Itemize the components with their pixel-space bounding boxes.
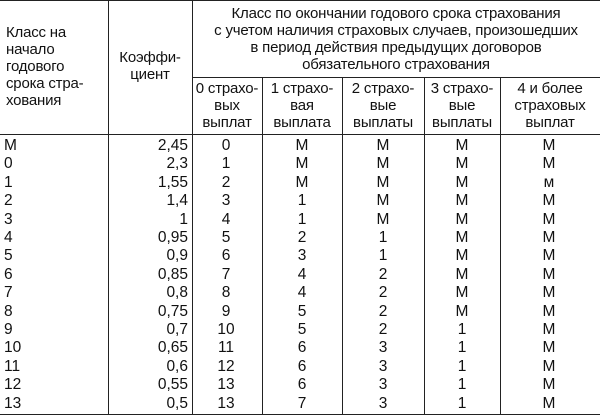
cell-class-4plus-claims: М: [542, 265, 556, 283]
cell-class-0-claims: 7: [221, 265, 231, 283]
table-row: [0, 359, 600, 375]
cell-class-3-claims: 1: [457, 357, 467, 375]
cell-class-4plus-claims: М: [542, 155, 556, 173]
cell-start-class: 10: [4, 339, 22, 357]
cell-coefficient: 0,75: [157, 302, 188, 320]
rule-header-bottom: [0, 134, 600, 135]
cell-coefficient: 0,6: [166, 357, 188, 375]
cell-class-1-claim: М: [295, 173, 309, 191]
cell-class-1-claim: 5: [297, 302, 307, 320]
cell-class-2-claims: 3: [378, 376, 388, 394]
cell-class-1-claim: 4: [297, 284, 307, 302]
subheader-1-claim: 1 страхо- вая выплата: [270, 79, 334, 131]
cell-class-1-claim: 6: [297, 376, 307, 394]
rule-group-bottom: [192, 77, 600, 78]
cell-coefficient: 2,3: [166, 155, 188, 173]
cell-class-4plus-claims: М: [542, 321, 556, 338]
subheader-0-claims: 0 страхо- вых выплат: [195, 79, 259, 131]
cell-class-1-claim: 2: [297, 229, 307, 246]
table-row: [0, 285, 600, 301]
cell-coefficient: 0,95: [157, 229, 188, 246]
cell-class-3-claims: М: [455, 137, 469, 154]
cell-class-1-claim: 5: [297, 321, 307, 338]
cell-class-1-claim: 6: [297, 339, 307, 357]
cell-class-1-claim: 7: [297, 394, 307, 412]
cell-class-1-claim: М: [295, 155, 309, 173]
cell-class-4plus-claims: М: [542, 192, 556, 210]
cell-coefficient: 0,7: [166, 321, 188, 338]
cell-class-2-claims: 2: [378, 321, 388, 338]
cell-start-class: 1: [4, 173, 13, 191]
cell-class-4plus-claims: М: [542, 137, 556, 154]
table-row: [0, 377, 600, 393]
table-row: [0, 304, 600, 320]
cell-class-4plus-claims: м: [543, 173, 555, 191]
cell-start-class: 11: [4, 357, 21, 375]
cell-class-3-claims: М: [455, 247, 469, 265]
table-row: [0, 340, 600, 356]
cell-class-2-claims: М: [376, 155, 390, 173]
cell-class-2-claims: 3: [378, 357, 388, 375]
cell-class-3-claims: М: [455, 284, 469, 302]
cell-class-3-claims: М: [455, 173, 469, 191]
cell-class-3-claims: 1: [457, 394, 467, 412]
cell-class-2-claims: 3: [378, 339, 388, 357]
cell-start-class: 13: [4, 394, 22, 412]
cell-class-0-claims: 4: [221, 210, 231, 228]
header-end-class-group: Класс по окончании годового срока страхования с учетом наличия страховых случаев, произошедших в период действия предыдущих договоров обязательного страхования: [214, 5, 578, 73]
cell-class-0-claims: 8: [221, 284, 231, 302]
cell-class-4plus-claims: М: [542, 229, 556, 246]
cell-class-1-claim: 1: [297, 192, 307, 210]
cell-class-2-claims: 2: [378, 302, 388, 320]
cell-class-3-claims: М: [455, 302, 469, 320]
cell-class-0-claims: 9: [221, 302, 231, 320]
table-row: [0, 212, 600, 228]
cell-class-2-claims: М: [376, 192, 390, 210]
cell-start-class: 8: [4, 302, 13, 320]
cell-coefficient: 0,85: [157, 265, 188, 283]
table-row: [0, 193, 600, 209]
cell-class-1-claim: 3: [297, 247, 307, 265]
cell-class-0-claims: 2: [221, 173, 231, 191]
cell-coefficient: 1,55: [157, 173, 188, 191]
cell-class-4plus-claims: М: [542, 284, 556, 302]
cell-class-3-claims: М: [455, 210, 469, 228]
cell-class-1-claim: 1: [297, 210, 307, 228]
cell-class-0-claims: 5: [221, 229, 231, 246]
cell-class-2-claims: 2: [378, 265, 388, 283]
cell-class-0-claims: 1: [221, 155, 231, 173]
cell-class-3-claims: 1: [457, 339, 467, 357]
table-row: [0, 156, 600, 172]
cell-start-class: 12: [4, 376, 22, 394]
cell-coefficient: 1: [179, 210, 188, 228]
table-row: [0, 175, 600, 191]
cell-start-class: 6: [4, 265, 13, 283]
cell-coefficient: 0,5: [166, 394, 188, 412]
cell-class-2-claims: М: [376, 210, 390, 228]
cell-class-0-claims: 6: [221, 247, 231, 265]
cell-class-3-claims: М: [455, 229, 469, 246]
cell-class-4plus-claims: М: [542, 357, 556, 375]
table-row: [0, 396, 600, 412]
cell-start-class: М: [4, 137, 17, 154]
table-row: [0, 138, 600, 154]
cell-coefficient: 0,55: [157, 376, 188, 394]
table-row: [0, 267, 600, 283]
table-row: [0, 322, 600, 338]
cell-coefficient: 1,4: [166, 192, 188, 210]
table-row: [0, 230, 600, 246]
cell-class-2-claims: 1: [378, 247, 388, 265]
header-coefficient: Коэффи- циент: [119, 49, 181, 83]
subheader-3-claims: 3 страхо- вые выплаты: [430, 79, 494, 131]
cell-start-class: 7: [4, 284, 13, 302]
cell-start-class: 2: [4, 192, 13, 210]
cell-class-3-claims: 1: [457, 376, 467, 394]
cell-class-2-claims: М: [376, 137, 390, 154]
cell-class-4plus-claims: М: [542, 247, 556, 265]
cell-coefficient: 2,45: [157, 137, 188, 154]
subheader-2-claims: 2 страхо- вые выплаты: [351, 79, 415, 131]
cell-class-1-claim: 6: [297, 357, 307, 375]
cell-class-4plus-claims: М: [542, 210, 556, 228]
cell-class-0-claims: 3: [221, 192, 231, 210]
cell-class-0-claims: 0: [221, 137, 231, 154]
cell-class-4plus-claims: М: [542, 339, 556, 357]
cell-class-2-claims: 1: [378, 229, 388, 246]
cell-class-0-claims: 10: [217, 321, 235, 338]
cell-class-0-claims: 11: [217, 339, 235, 357]
header-start-class: Класс на начало годового срока стра- хования: [6, 23, 84, 109]
cell-coefficient: 0,8: [166, 284, 188, 302]
cell-class-0-claims: 13: [217, 394, 235, 412]
cell-class-3-claims: М: [455, 192, 469, 210]
cell-class-1-claim: М: [295, 137, 309, 154]
rule-top: [0, 0, 600, 1]
cell-start-class: 5: [4, 247, 13, 265]
cell-class-3-claims: 1: [457, 321, 467, 338]
cell-class-3-claims: М: [455, 265, 469, 283]
cell-class-2-claims: 2: [378, 284, 388, 302]
cell-start-class: 0: [4, 155, 13, 173]
cell-start-class: 9: [4, 321, 13, 338]
cell-coefficient: 0,9: [166, 247, 188, 265]
cell-class-0-claims: 12: [217, 357, 235, 375]
cell-class-1-claim: 4: [297, 265, 307, 283]
cell-class-4plus-claims: М: [542, 394, 556, 412]
cell-class-4plus-claims: М: [542, 302, 556, 320]
table-row: [0, 248, 600, 264]
cell-coefficient: 0,65: [157, 339, 188, 357]
cell-class-0-claims: 13: [217, 376, 235, 394]
cell-class-3-claims: М: [455, 155, 469, 173]
cell-start-class: 3: [4, 210, 13, 228]
cell-class-4plus-claims: М: [542, 376, 556, 394]
subheader-4plus-claims: 4 и более страховых выплат: [514, 79, 586, 131]
cell-class-2-claims: 3: [378, 394, 388, 412]
cell-start-class: 4: [4, 229, 13, 246]
rule-bottom: [0, 414, 600, 415]
cell-class-2-claims: М: [376, 173, 390, 191]
